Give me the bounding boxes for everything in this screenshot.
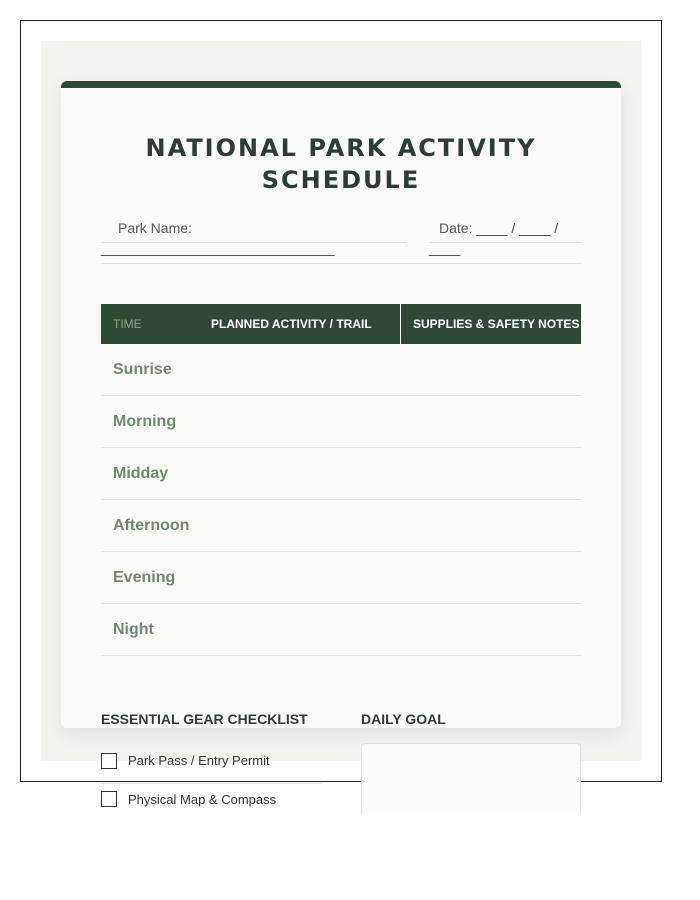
gear-item-map-compass[interactable] — [101, 787, 321, 811]
time-cell: Midday — [113, 464, 169, 482]
table-row[interactable] — [101, 604, 581, 656]
park-name-blank: ______________________________ — [101, 240, 335, 256]
column-header-time: TIME — [113, 317, 142, 331]
park-name-field[interactable] — [101, 218, 407, 256]
gear-checklist-title: ESSENTIAL GEAR CHECKLIST — [101, 711, 308, 727]
checkbox[interactable] — [101, 753, 117, 769]
schedule-table — [101, 304, 581, 656]
park-name-label: Park Name: — [118, 220, 192, 236]
checkbox[interactable] — [101, 791, 117, 807]
daily-goal-title: DAILY GOAL — [361, 711, 446, 727]
table-row[interactable] — [101, 500, 581, 552]
table-row[interactable] — [101, 552, 581, 604]
time-cell: Sunrise — [113, 360, 172, 378]
table-row[interactable] — [101, 344, 581, 396]
title-line-2: SCHEDULE — [261, 166, 421, 194]
time-cell: Evening — [113, 568, 176, 586]
date-label: Date: — [439, 220, 473, 236]
gear-item-label: Physical Map & Compass — [128, 791, 277, 807]
time-cell: Night — [113, 620, 154, 638]
date-blank: ____ / ____ / ____ — [429, 220, 559, 256]
daily-goal-box[interactable] — [361, 743, 581, 814]
header-divider — [101, 263, 581, 264]
document-viewport — [20, 20, 662, 807]
column-header-notes: SUPPLIES & SAFETY NOTES — [413, 317, 580, 331]
gear-item-park-pass[interactable] — [101, 753, 321, 784]
schedule-card — [61, 81, 621, 728]
page-background — [41, 41, 641, 761]
table-row[interactable] — [101, 396, 581, 448]
time-cell: Afternoon — [113, 516, 190, 534]
schedule-table-header — [101, 304, 581, 344]
time-cell: Morning — [113, 412, 177, 430]
column-header-activity: PLANNED ACTIVITY / TRAIL — [199, 304, 401, 344]
gear-and-goal — [101, 711, 601, 807]
date-field[interactable] — [429, 218, 581, 256]
page-title — [61, 132, 621, 196]
title-line-1: NATIONAL PARK ACTIVITY — [145, 134, 537, 162]
table-row[interactable] — [101, 448, 581, 500]
gear-item-label: Park Pass / Entry Permit — [128, 753, 270, 768]
